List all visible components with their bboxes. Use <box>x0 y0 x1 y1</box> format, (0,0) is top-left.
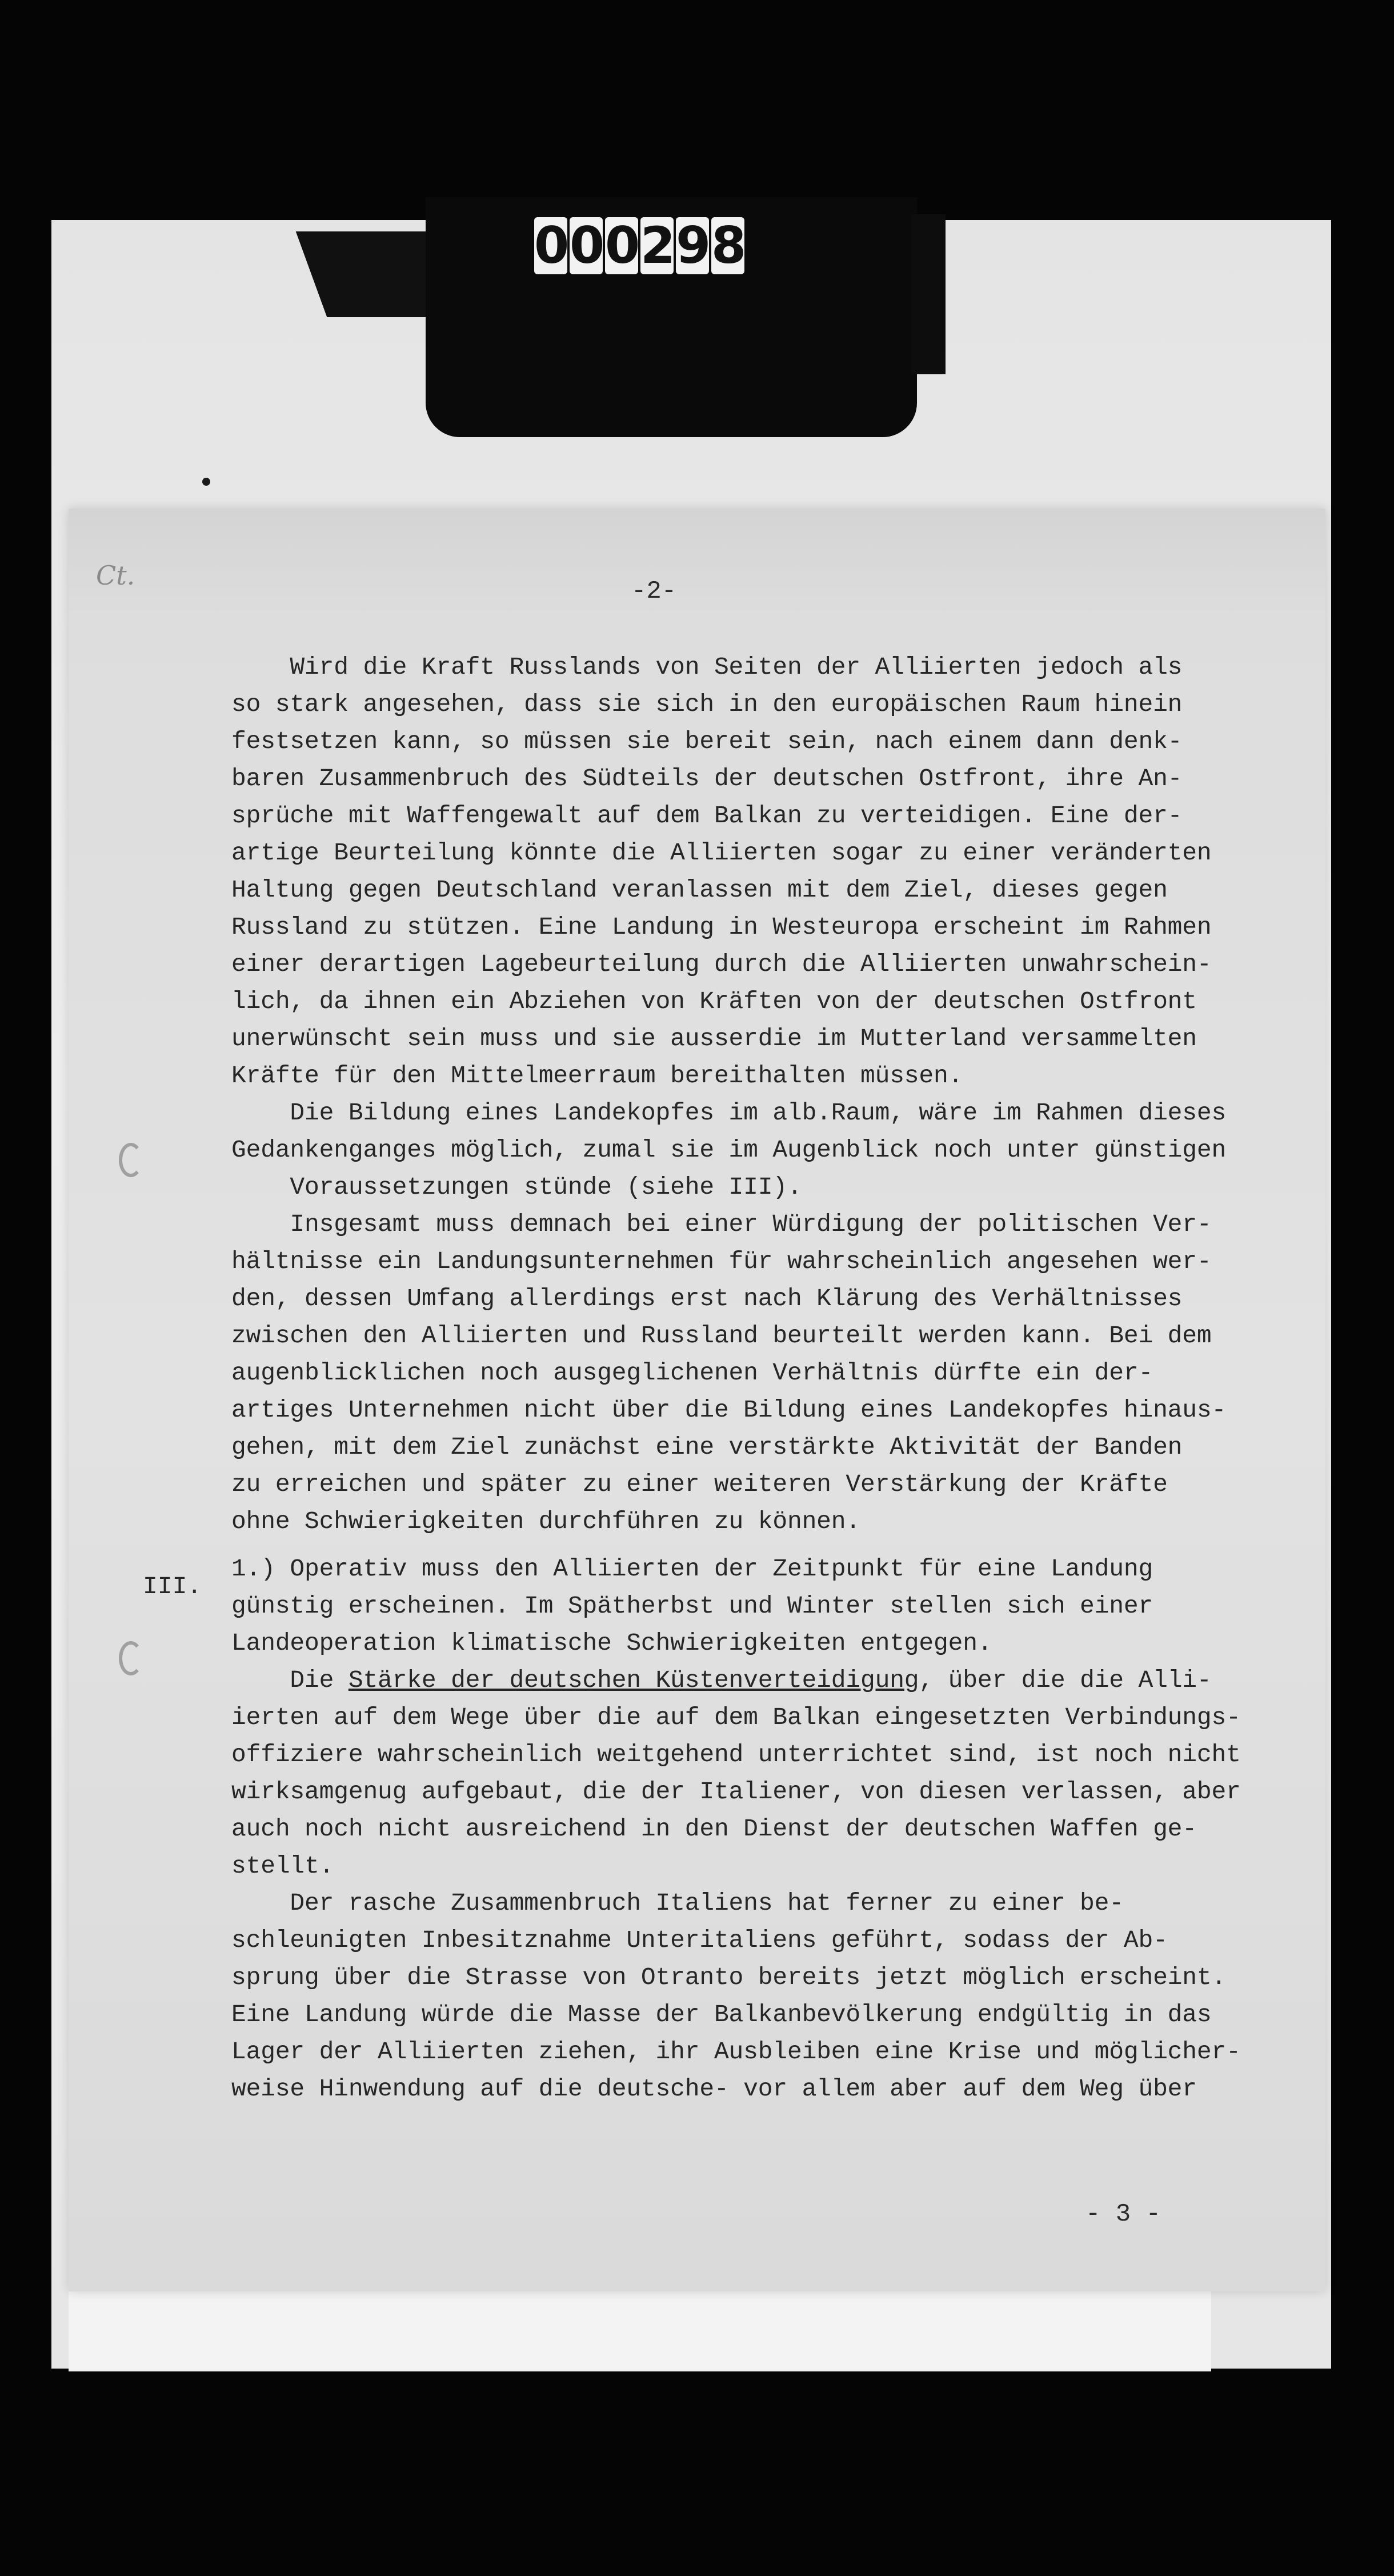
document-page <box>69 509 1325 2291</box>
text-line: Gedankenganges möglich, zumal sie im Augenblick noch unter günstigen <box>231 1136 1227 1164</box>
body-text <box>231 649 1317 2107</box>
counter-window <box>534 216 747 275</box>
punch-hole-icon <box>119 1143 143 1177</box>
text-line: weise Hinwendung auf die deutsche- vor allem aber auf dem Weg über <box>231 2075 1197 2103</box>
text-line: Haltung gegen Deutschland veranlassen mit dem Ziel, dieses gegen <box>231 876 1168 904</box>
text-line: baren Zusammenbruch des Südteils der deutschen Ostfront, ihre An- <box>231 765 1183 793</box>
text-line: sprüche mit Waffengewalt auf dem Balkan zu verteidigen. Eine der- <box>231 802 1183 830</box>
counter-digit: 0 <box>570 216 605 275</box>
margin-note: Ct. <box>96 560 135 591</box>
text-line: artiges Unternehmen nicht über die Bildung eines Landekopfes hinaus- <box>231 1396 1227 1424</box>
text-line: einer derartigen Lagebeurteilung durch die Alliierten unwahrschein- <box>231 950 1212 978</box>
text-line: zu erreichen und später zu einer weiteren Verstärkung der Kräfte <box>231 1470 1168 1498</box>
counter-digit: 0 <box>534 216 570 275</box>
text-line: unerwünscht sein muss und sie ausserdie im Mutterland versammelten <box>231 1025 1197 1053</box>
text-line: 1.) Operativ muss den Alliierten der Zeitpunkt für eine Landung <box>231 1555 1153 1583</box>
text-line: hältnisse ein Landungsunternehmen für wahrscheinlich angesehen wer- <box>231 1247 1212 1275</box>
counter-digit: 9 <box>676 216 711 275</box>
counter-arm-right <box>911 214 946 374</box>
section-marker: III. <box>143 1573 202 1601</box>
text-line: sprung über die Strasse von Otranto bereits jetzt möglich erscheint. <box>231 1963 1227 1991</box>
text-line: Wird die Kraft Russlands von Seiten der Alliierten jedoch als <box>231 653 1183 681</box>
counter-digit: 2 <box>640 216 676 275</box>
line-lead: Die <box>231 1666 348 1694</box>
text-line: Eine Landung würde die Masse der Balkanbevölkerung endgültig in das <box>231 2001 1212 2029</box>
text-line: ohne Schwierigkeiten durchführen zu können. <box>231 1507 860 1535</box>
text-line: so stark angesehen, dass sie sich in den europäischen Raum hinein <box>231 690 1183 718</box>
text-line: ierten auf dem Wege über die auf dem Balkan eingesetzten Verbindungs- <box>231 1703 1241 1731</box>
text-line: Kräfte für den Mittelmeerraum bereithalten müssen. <box>231 1062 963 1090</box>
punch-hole-icon <box>119 1641 143 1675</box>
counter-digit: 0 <box>605 216 640 275</box>
bottom-strip <box>69 2280 1211 2371</box>
underlined-phrase: Stärke der deutschen Küstenverteidigung <box>348 1666 919 1694</box>
text-line: stellt. <box>231 1852 334 1880</box>
text-line: offiziere wahrscheinlich weitgehend unterrichtet sind, ist noch nicht <box>231 1741 1241 1769</box>
text-line: Die Bildung eines Landekopfes im alb.Raum, wäre im Rahmen dieses <box>231 1099 1227 1127</box>
ink-dot <box>202 478 210 486</box>
text-line: auch noch nicht ausreichend in den Dienst der deutschen Waffen ge- <box>231 1815 1197 1843</box>
text-line: lich, da ihnen ein Abziehen von Kräften von der deutschen Ostfront <box>231 987 1197 1015</box>
page-number: -2- <box>631 577 677 606</box>
line-tail: , über die die Alli- <box>919 1666 1212 1694</box>
text-line: augenblicklichen noch ausgeglichenen Verhältnis dürfte ein der- <box>231 1359 1153 1387</box>
text-line: Voraussetzungen stünde (siehe III). <box>231 1173 802 1201</box>
text-line: wirksamgenug aufgebaut, die der Italiener, von diesen verlassen, aber <box>231 1778 1241 1806</box>
text-line: gehen, mit dem Ziel zunächst eine verstärkte Aktivität der Banden <box>231 1433 1183 1461</box>
text-line: festsetzen kann, so müssen sie bereit sein, nach einem dann denk- <box>231 727 1183 755</box>
text-line: günstig erscheinen. Im Spätherbst und Winter stellen sich einer <box>231 1592 1153 1620</box>
text-line: Russland zu stützen. Eine Landung in Westeuropa erscheint im Rahmen <box>231 913 1212 941</box>
text-line: Der rasche Zusammenbruch Italiens hat ferner zu einer be- <box>231 1889 1124 1917</box>
text-line <box>231 1662 1317 1699</box>
text-line: Landeoperation klimatische Schwierigkeiten entgegen. <box>231 1629 992 1657</box>
text-line: Lager der Alliierten ziehen, ihr Ausbleiben eine Krise und möglicher- <box>231 2038 1241 2066</box>
text-line: zwischen den Alliierten und Russland beurteilt werden kann. Bei dem <box>231 1322 1212 1350</box>
text-line: Insgesamt muss demnach bei einer Würdigung der politischen Ver- <box>231 1210 1212 1238</box>
next-page-reference: - 3 - <box>1085 2200 1161 2229</box>
frame-counter <box>311 197 946 443</box>
counter-digit: 8 <box>711 216 747 275</box>
text-line: artige Beurteilung könnte die Alliierten sogar zu einer veränderten <box>231 839 1212 867</box>
text-line: schleunigten Inbesitznahme Unteritaliens geführt, sodass der Ab- <box>231 1926 1168 1954</box>
text-line: den, dessen Umfang allerdings erst nach Klärung des Verhältnisses <box>231 1285 1183 1313</box>
